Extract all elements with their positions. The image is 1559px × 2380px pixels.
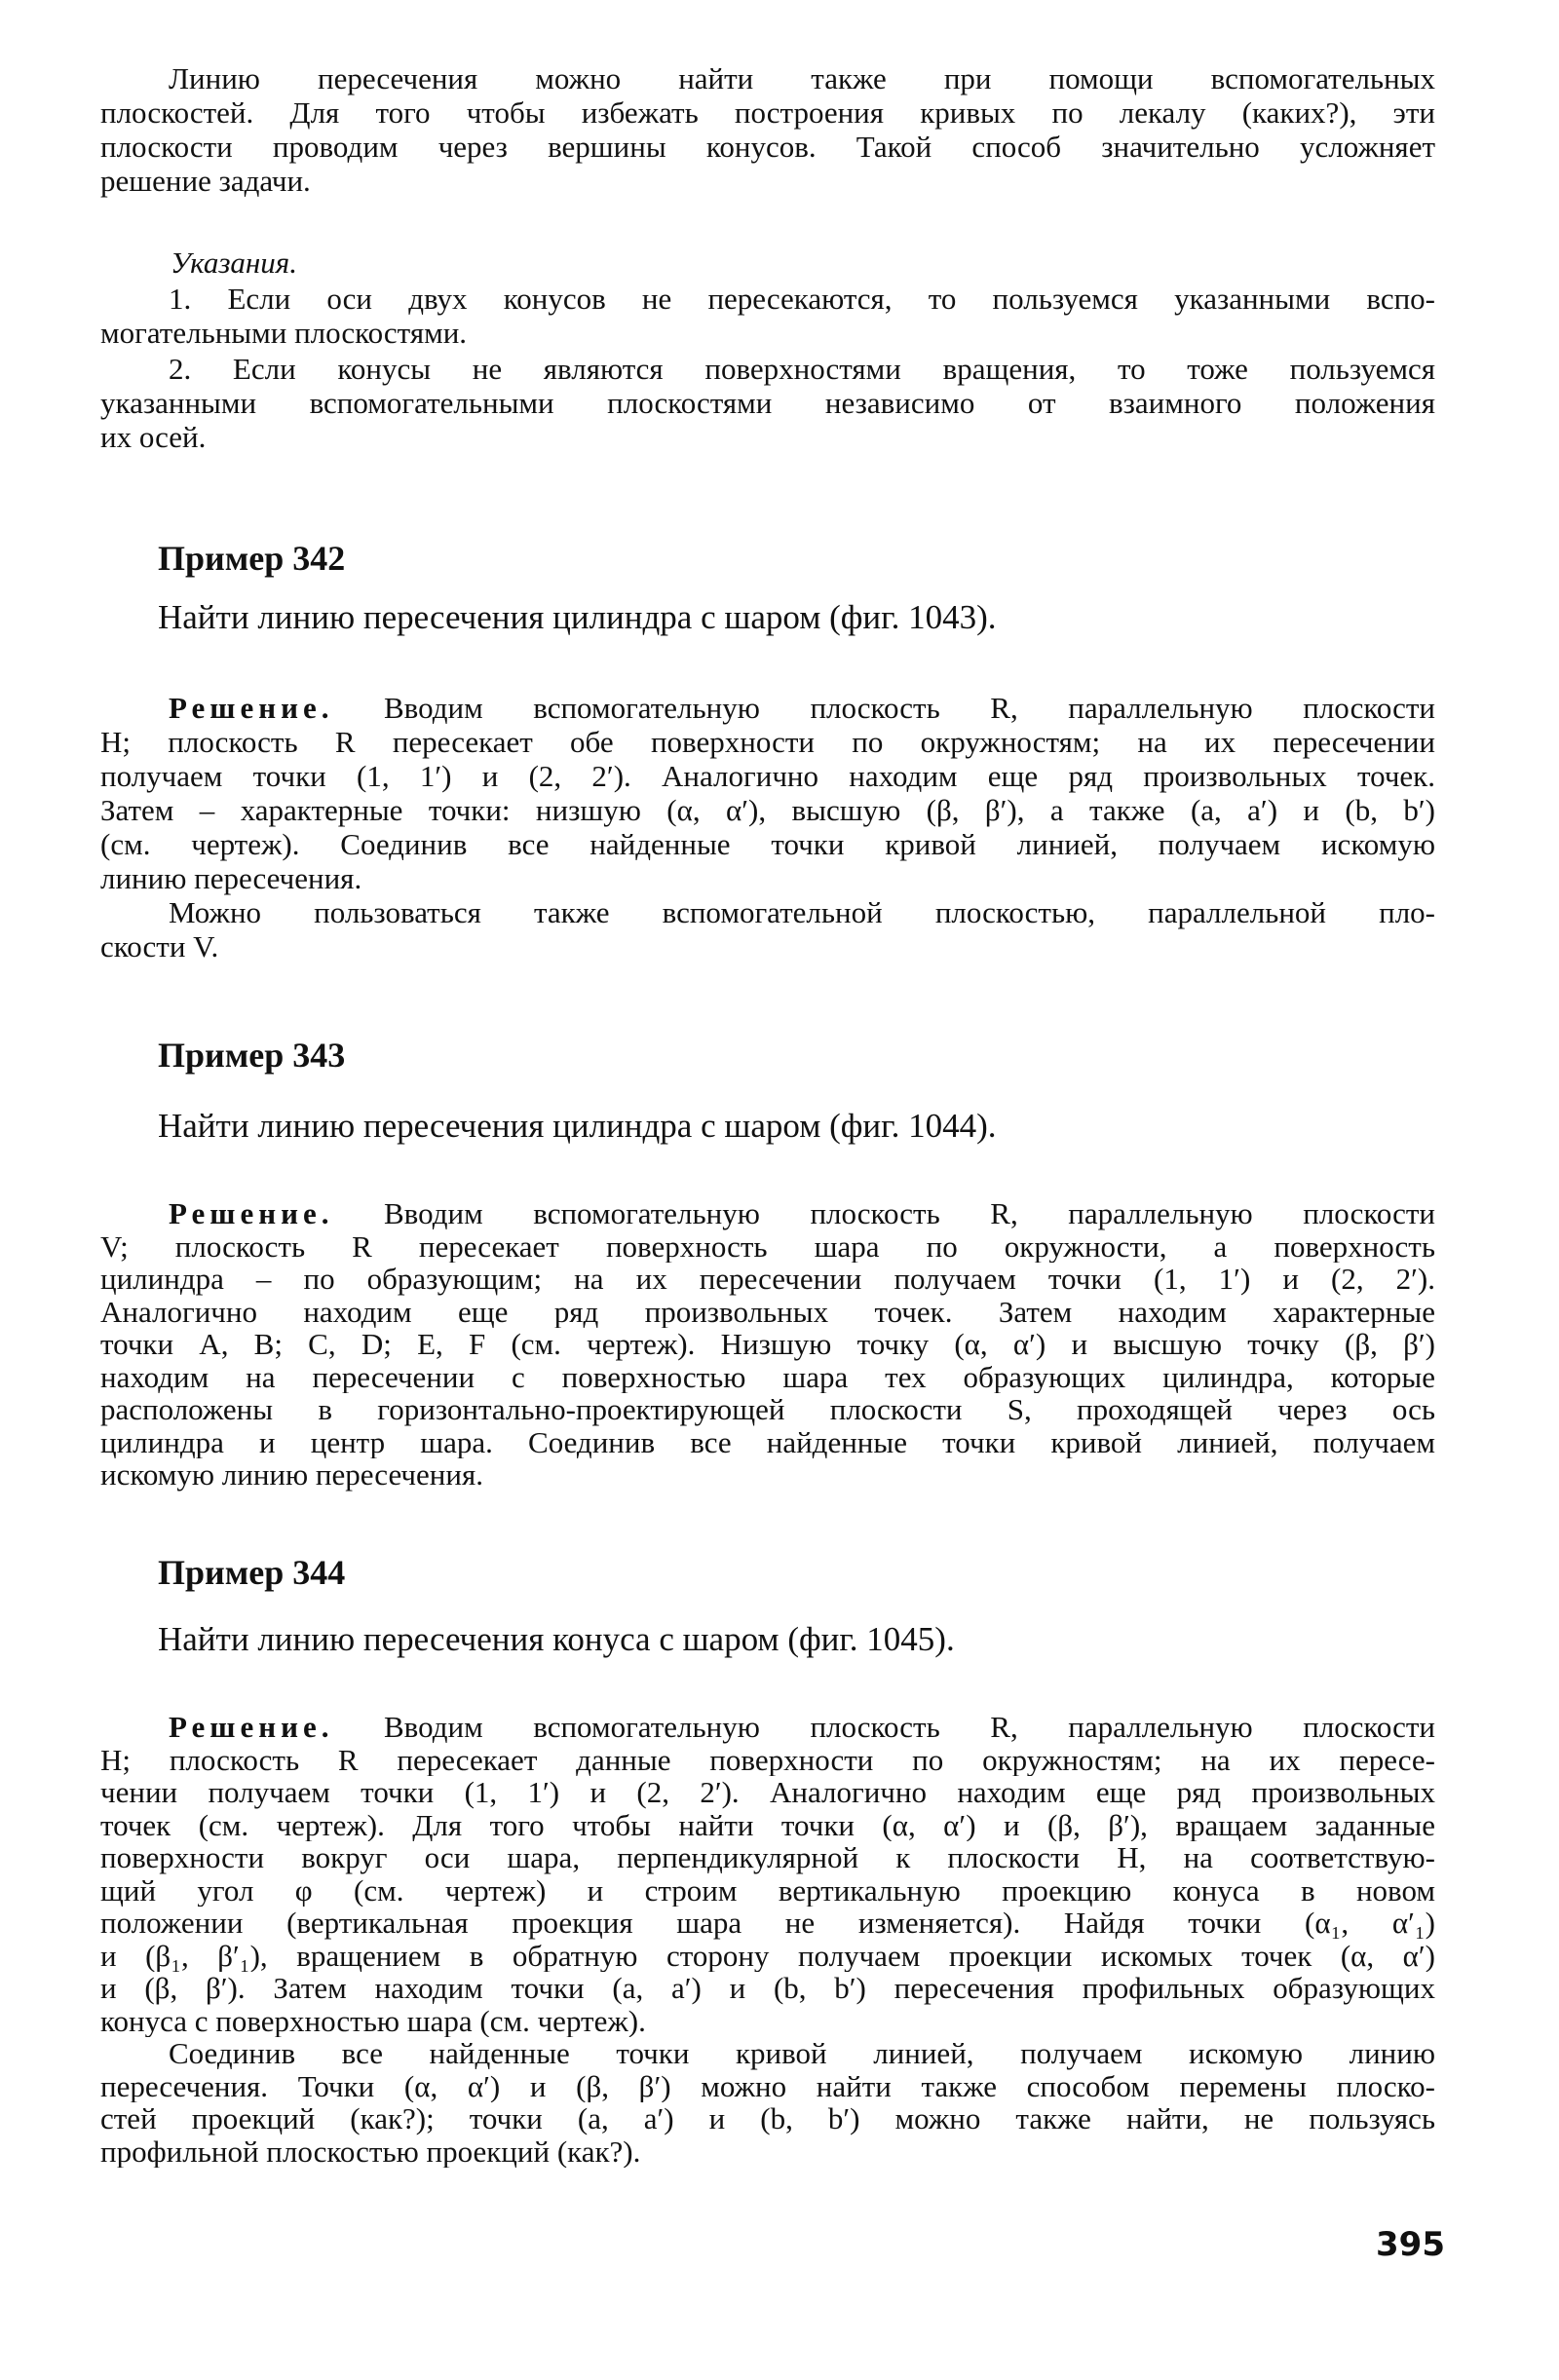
text-line: V; плоскость R пересекает поверхность шара по окружности, а поверхность [100, 1229, 1435, 1263]
text-line: Аналогично находим еще ряд произвольных точек. Затем находим характерные [100, 1295, 1435, 1328]
text-fragment: Вводим вспомогательную плоскость R, параллельную плоскости [333, 1197, 1435, 1230]
text-line: скости V. [100, 929, 219, 963]
text-line: получаем точки (1, 1′) и (2, 2′). Аналогично находим еще ряд произвольных точек. [100, 759, 1435, 793]
text-line: находим на пересечении с поверхностью шара тех образующих цилиндра, которые [100, 1360, 1435, 1393]
text-line: конуса с поверхностью шара (см. чертеж). [100, 2004, 646, 2037]
text-line: поверхности вокруг оси шара, перпендикулярной к плоскости H, на соответствую- [100, 1841, 1435, 1874]
text-line [100, 691, 1435, 725]
text-line: расположены в горизонтально-проектирующей плоскости S, проходящей через ось [100, 1393, 1435, 1426]
text-line: пересечения. Точки (α, α′) и (β, β′) можно найти также способом перемены плоско- [100, 2069, 1435, 2102]
example-343-solution [100, 1197, 1435, 1492]
solution-label: Решение. [169, 1711, 334, 1744]
example-344-solution [100, 1711, 1435, 2168]
text-line: H; плоскость R пересекает обе поверхности по окружностям; на их пересечении [100, 725, 1435, 759]
text-line: точки A, B; C, D; E, F (см. чертеж). Низшую точку (α, α′) и высшую точку (β, β′) [100, 1328, 1435, 1361]
text-line: могательными плоскостями. [100, 316, 468, 350]
text-line: плоскости проводим через вершины конусов. Такой способ значительно усложняет [100, 130, 1435, 164]
text-line: H; плоскость R пересекает данные поверхности по окружностям; на их пересе- [100, 1743, 1435, 1776]
text-line: их осей. [100, 420, 207, 454]
text-line: Можно пользоваться также вспомогательной плоскостью, параллельной пло- [169, 895, 1435, 929]
solution-label: Решение. [169, 691, 334, 725]
text-line: чении получаем точки (1, 1′) и (2, 2′). Аналогично находим еще ряд произвольных [100, 1776, 1435, 1809]
text-line: и (β₁, β′₁), вращением в обратную сторону получаем проекции искомых точек (α, α′) [100, 1939, 1435, 1972]
solution-label: Решение. [169, 1197, 334, 1230]
notes-item-1 [100, 282, 1435, 350]
text-line: указанными вспомогательными плоскостями независимо от взаимного положения [100, 386, 1435, 420]
text-line: плоскостей. Для того чтобы избежать построения кривых по лекалу (каких?), эти [100, 95, 1435, 130]
example-343-task: Найти линию пересечения цилиндра с шаром (фиг. 1044). [158, 1107, 997, 1145]
example-342-solution [100, 691, 1435, 963]
example-344-heading: Пример 344 [158, 1553, 346, 1592]
text-line: цилиндра и центр шара. Соединив все найденные точки кривой линией, получаем [100, 1425, 1435, 1458]
intro-paragraph [100, 61, 1435, 198]
example-342-heading: Пример 342 [158, 539, 346, 578]
text-line: линию пересечения. [100, 861, 362, 895]
text-line [100, 1197, 1435, 1230]
example-344-task: Найти линию пересечения конуса с шаром (фиг. 1045). [158, 1620, 955, 1658]
text-line: Затем – характерные точки: низшую (α, α′), высшую (β, β′), а также (a, a′) и (b, b′) [100, 793, 1435, 827]
notes-item-2 [100, 352, 1435, 454]
text-line [100, 1711, 1435, 1744]
text-line: стей проекций (как?); точки (a, a′) и (b, b′) можно также найти, не пользуясь [100, 2102, 1435, 2135]
text-line: щий угол φ (см. чертеж) и строим вертикальную проекцию конуса в новом [100, 1873, 1435, 1907]
text-line: 1. Если оси двух конусов не пересекаются, то пользуемся указанными вспо- [169, 282, 1435, 316]
example-343-heading: Пример 343 [158, 1036, 346, 1075]
text-line: цилиндра – по образующим; на их пересечении получаем точки (1, 1′) и (2, 2′). [100, 1263, 1435, 1296]
text-line: (см. чертеж). Соединив все найденные точки кривой линией, получаем искомую [100, 827, 1435, 861]
text-line: профильной плоскостью проекций (как?). [100, 2134, 641, 2168]
text-line: решение задачи. [100, 164, 311, 198]
text-line: Соединив все найденные точки кривой линией, получаем искомую линию [169, 2037, 1435, 2070]
text-line: и (β, β′). Затем находим точки (a, a′) и (b, b′) пересечения профильных образующих [100, 1972, 1435, 2005]
text-line: Линию пересечения можно найти также при помощи вспомогательных [169, 61, 1435, 95]
text-fragment: Вводим вспомогательную плоскость R, параллельную плоскости [333, 1711, 1435, 1744]
notes-label: Указания. [171, 246, 297, 280]
text-line: точек (см. чертеж). Для того чтобы найти точки (α, α′) и (β, β′), вращаем заданные [100, 1808, 1435, 1841]
text-line: положении (вертикальная проекция шара не изменяется). Найдя точки (α₁, α′₁) [100, 1907, 1435, 1940]
page-number: 395 [1376, 2225, 1445, 2264]
text-line: искомую линию пересечения. [100, 1458, 483, 1492]
text-fragment: Вводим вспомогательную плоскость R, параллельную плоскости [333, 691, 1435, 725]
example-342-task: Найти линию пересечения цилиндра с шаром (фиг. 1043). [158, 598, 997, 636]
text-line: 2. Если конусы не являются поверхностями вращения, то тоже пользуемся [169, 352, 1435, 386]
